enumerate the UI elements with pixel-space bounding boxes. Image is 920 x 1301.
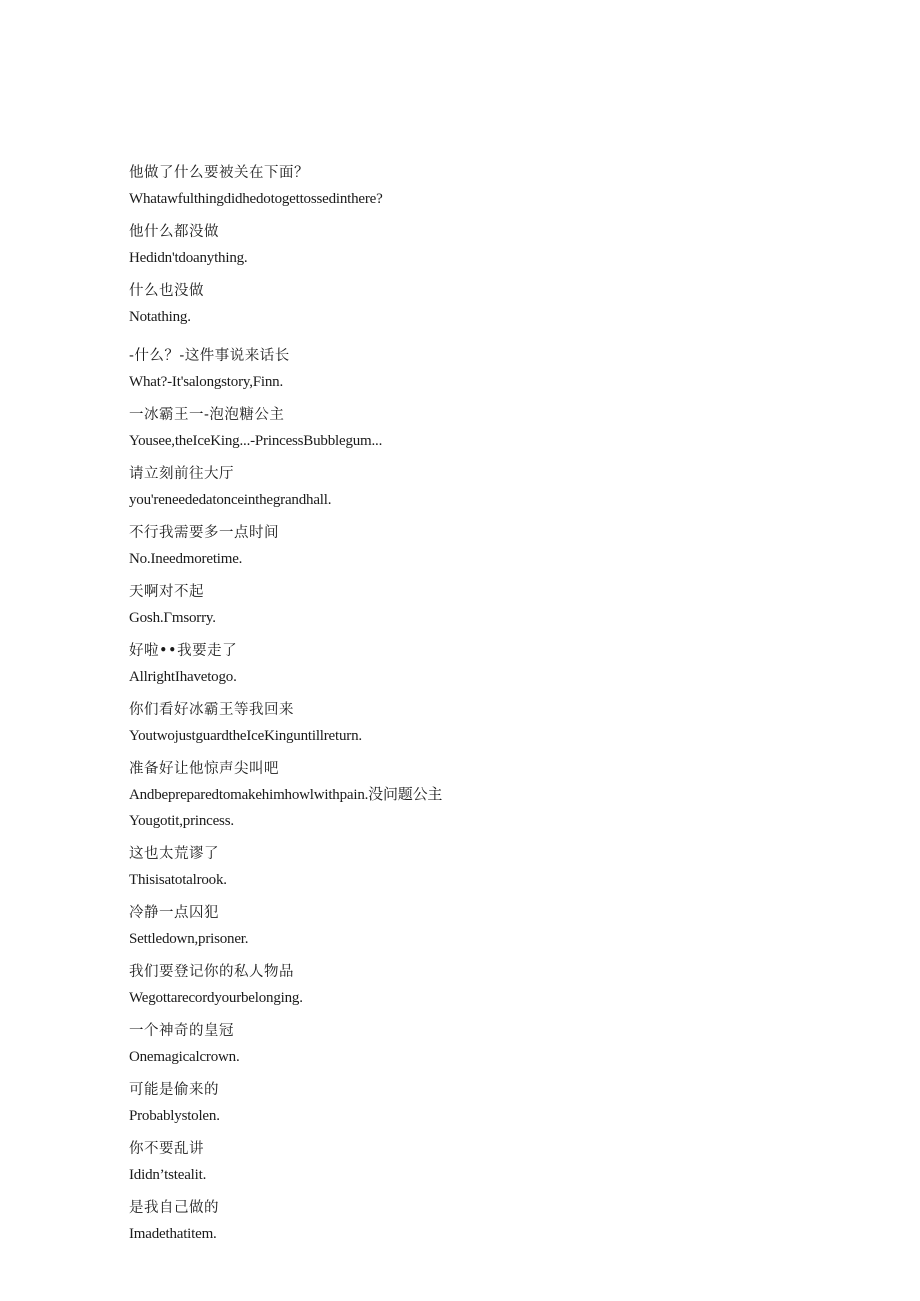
chinese-line: 好啦••我要走了 <box>129 643 238 659</box>
english-line: AllrightIhavetogo. <box>129 669 237 685</box>
chinese-line: 他做了什么要被关在下面？ <box>129 165 309 181</box>
chinese-line: 可能是偷来的 <box>129 1082 219 1098</box>
english-line: Settledown,prisoner. <box>129 931 249 947</box>
chinese-line: 请立刻前往大厅 <box>129 466 234 482</box>
subtitle-pair <box>129 756 849 808</box>
english-line: Imadethatitem. <box>129 1226 217 1242</box>
subtitle-pair <box>129 1018 849 1070</box>
subtitle-pair <box>129 841 849 893</box>
chinese-line: 天啊对不起 <box>129 584 204 600</box>
english-line: Thisisatotalrook. <box>129 872 227 888</box>
chinese-line: 你们看好冰霸王等我回来 <box>129 702 294 718</box>
subtitle-pair <box>129 579 849 631</box>
subtitle-pair <box>129 638 849 690</box>
english-line: Notathing. <box>129 309 191 325</box>
chinese-line: 不行我需要多一点时间 <box>129 525 279 541</box>
english-line: Wegottarecordyourbelonging. <box>129 990 303 1006</box>
chinese-line: 是我自己做的 <box>129 1200 219 1216</box>
english-line: Ididn’tstealit. <box>129 1167 207 1183</box>
chinese-line: 你不要乱讲 <box>129 1141 204 1157</box>
subtitle-pair <box>129 900 849 952</box>
english-line: Hedidn'tdoanything. <box>129 250 248 266</box>
chinese-line: 什么也没做 <box>129 283 204 299</box>
chinese-line: 一个神奇的皇冠 <box>129 1023 234 1039</box>
subtitle-document <box>129 160 849 1254</box>
english-line: YoutwojustguardtheIceKinguntillreturn. <box>129 728 362 744</box>
subtitle-pair <box>129 219 849 271</box>
english-line: Yougotit,princess. <box>129 813 234 829</box>
english-line: Andbepreparedtomakehimhowlwithpain.没问题公主 <box>129 787 443 803</box>
subtitle-pair <box>129 520 849 572</box>
english-line: What?-It'salongstory,Finn. <box>129 374 283 390</box>
chinese-line: 准备好让他惊声尖叫吧 <box>129 761 279 777</box>
subtitle-pair <box>129 461 849 513</box>
english-line: Gosh.Γmsorry. <box>129 610 216 626</box>
chinese-line: 我们要登记你的私人物品 <box>129 964 294 980</box>
english-line: Yousee,theIceKing...-PrincessBubblegum... <box>129 433 383 449</box>
english-line: you'reneededatonceinthegrandhall. <box>129 492 332 508</box>
subtitle-pair <box>129 343 849 395</box>
english-line: Onemagicalcrown. <box>129 1049 240 1065</box>
english-line: Probablystolen. <box>129 1108 220 1124</box>
english-line: No.Ineedmoretime. <box>129 551 243 567</box>
chinese-line: 一冰霸王一-泡泡糖公主 <box>129 407 285 423</box>
subtitle-pair <box>129 1077 849 1129</box>
chinese-line: 这也太荒谬了 <box>129 846 219 862</box>
subtitle-pair <box>129 1195 849 1247</box>
subtitle-pair <box>129 160 849 212</box>
subtitle-pair <box>129 959 849 1011</box>
subtitle-pair <box>129 402 849 454</box>
chinese-line: 他什么都没做 <box>129 224 219 240</box>
subtitle-pair <box>129 278 849 330</box>
chinese-line: -什么？-这件事说来话长 <box>129 348 290 364</box>
english-line: Whatawfulthingdidhedotogettossedinthere? <box>129 191 383 207</box>
subtitle-pair <box>129 697 849 749</box>
subtitle-pair <box>129 808 849 834</box>
subtitle-pair <box>129 1136 849 1188</box>
chinese-line: 冷静一点囚犯 <box>129 905 219 921</box>
